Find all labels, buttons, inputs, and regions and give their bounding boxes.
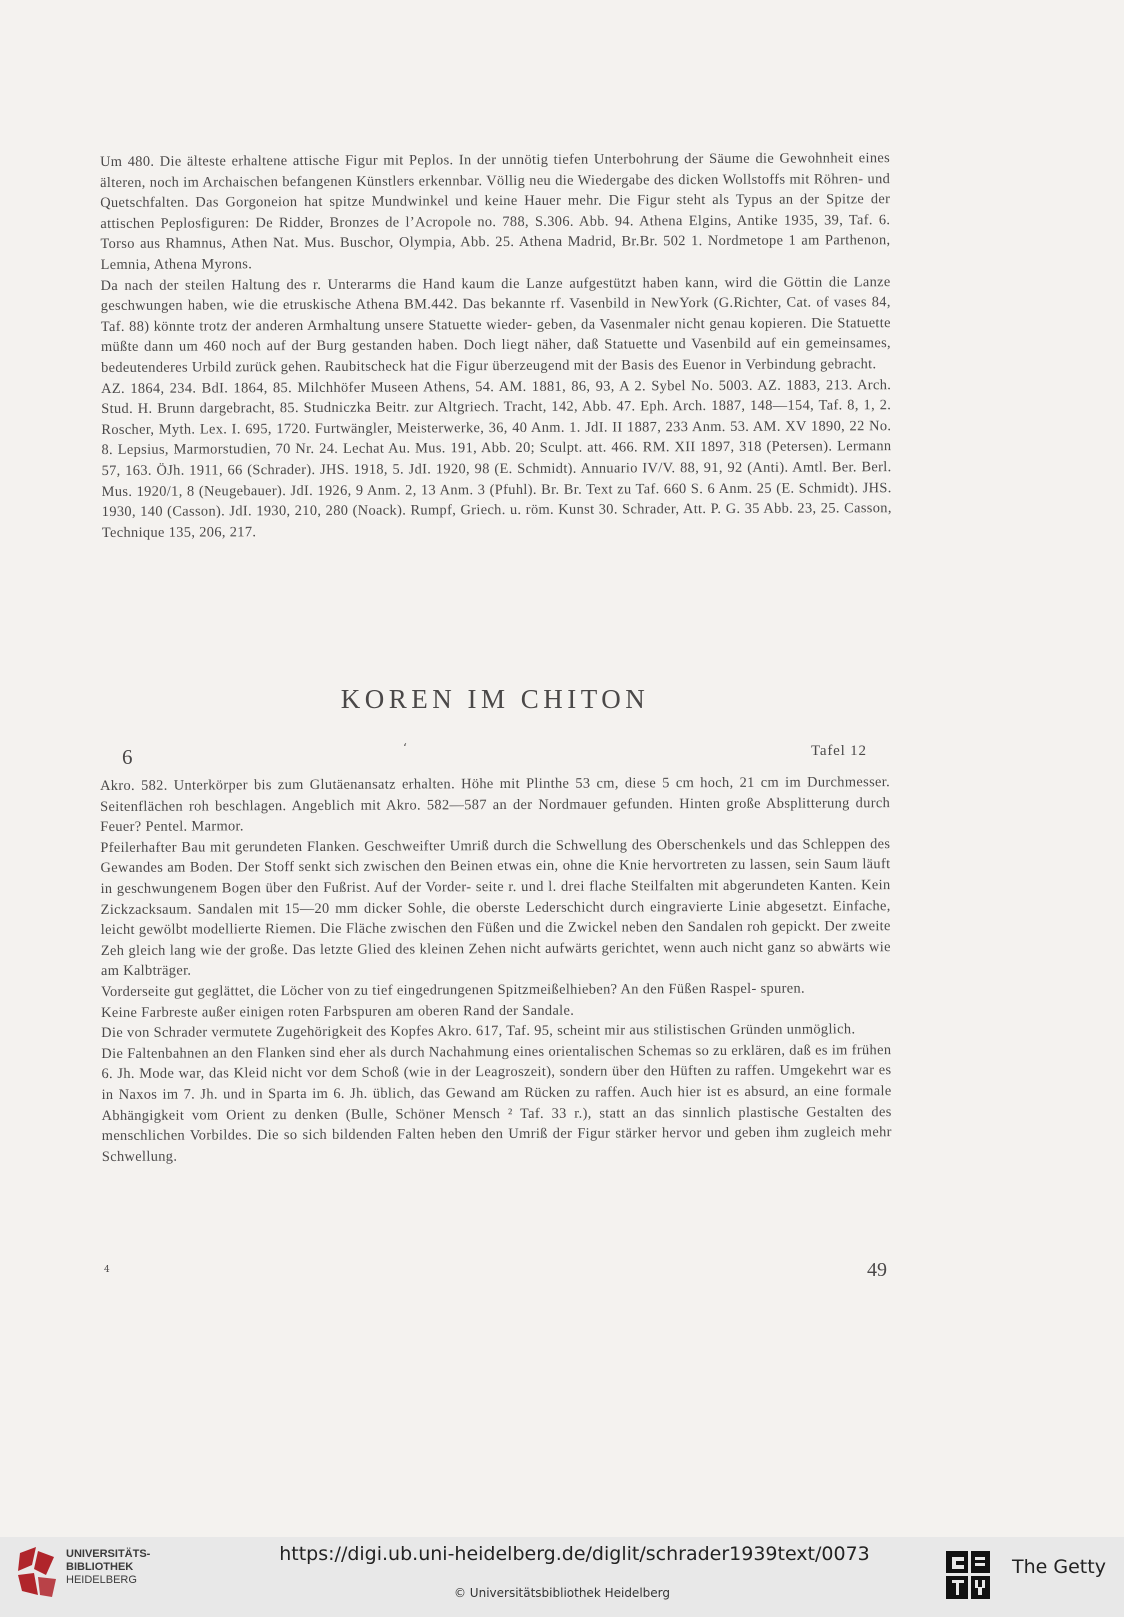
signature-mark: 4 [104,1265,110,1275]
paragraph [100,148,891,275]
text-line: Arch. 1887, 148—154, Taf. 8, 1, 2. Roscher, Myth. Lex. I. 695, 1720. Furtwängler, Meisterwerke, 36, 40 [101,397,892,438]
text-line: so abwärts wie am Kalbträger. [100,938,891,980]
text-line: geben, da Vasenmaler nicht genau kopieren. Die Statuette müßte dann um 460 noch auf der Burg gestanden [100,314,891,356]
paragraph [101,272,891,379]
text-line: 213. Arch. Stud. H. Brunn dargebracht, 85. Studniczka Beitr. zur Altgriech. Tracht, 142, Abb. 47. Eph. [101,376,892,418]
text-line: Um 480. Die älteste erhaltene attische Figur mit Peplos. In der unnötig tiefen Unterbohrung der Säume die [100,150,775,170]
institution-line: BIBLIOTHEK [66,1561,134,1573]
text-line: Athena Myrons. [153,256,253,273]
page-number: 49 [867,1259,887,1281]
paragraph [100,772,890,838]
text-line: Die von Schrader vermutete Zugehörigkeit des Kopfes Akro. 617, Taf. 95, scheint mir aus stilistischen [101,1022,727,1042]
entry-mark: ʻ [403,741,407,755]
institution-line: HEIDELBERG [66,1574,137,1586]
paragraph [101,1040,892,1167]
entry-number: 6 [122,745,133,769]
text-line: Knie hervortreten zu lassen, sein Saum läuft in geschwungenem Bogen über den Fußrist. Auf der Vorder- [100,856,891,897]
text-line: haben. Doch liegt näher, daß Statuette und Vasenbild auf ein gemeinsames, bedeutenderes Urbild zurück [101,335,891,376]
text-block-intro [100,148,892,543]
text-line: gehen. Raubitscheck hat die Figur überzeugend mit der Basis des Euenor in Verbindung gebracht. [280,356,877,376]
bibliography [101,375,892,544]
text-line: Keine Farbreste außer einigen roten Farbspuren am oberen Rand der Sandale. [101,1002,575,1021]
text-line: gleich lang wie der große. Das letzte Glied des kleinen Zehen nicht aufwärts gerichtet, wenn auch nicht ganz [128,939,796,959]
text-line: Pfeilerhafter Bau mit gerundeten Flanken. Geschweifter Umriß durch die Schwellung des Oberschenkels [100,836,746,856]
plate-label: Tafel 12 [811,743,867,759]
text-line: P. G. 35 Abb. 23, 25. Casson, Technique 135, 206, 217. [101,500,892,541]
text-line: Göttin die Lanze geschwungen haben, wie die etruskische Athena BM.442. Das bekannte rf. Vasenbild in [100,273,891,315]
text-line: und das Schleppen des Gewandes am Boden. Der Stoff senkt sich zwischen den Beinen etwas ein, ohne die [100,835,891,877]
text-line: Da nach der steilen Haltung des r. Unterarms die Hand kaum die Lanze aufgestützt haben kann, wird die [100,274,778,294]
text-line: spuren. [760,980,806,997]
text-line: Akro. 582. Unterkörper bis zum Glutäenansatz erhalten. Höhe mit Plinthe 53 cm, diese 5 cm hoch, 21 cm [100,774,780,794]
text-line: JHS. 1930, 140 (Casson). JdI. 1930, 210, 280 (Noack). Rumpf, Griech. u. röm. Kunst 30. Schrader, Att. [101,479,892,521]
text-line: Vorderseite gut geglättet, die Löcher von zu tief eingedrungenen Spitzmeißelhieben? An den Füßen Raspel- [101,980,757,1000]
text-line: Mus. Buschor, Olympia, Abb. 25. Athena Madrid, Br.Br. 502 1. Nordmetope 1 am Parthenon, Lemnia, [100,232,891,273]
text-line: des dicken Wollstoffs mit Röhren- und Quetschfalten. Das Gorgoneion hat spitze Mundwinkel und keine [100,170,891,212]
text-line: im Durchmesser. Seitenflächen roh beschlagen. Angeblich mit Akro. 582—587 an der Nordmauer gefunden. [100,774,891,815]
text-line: Gewohnheit eines älteren, noch im Archaischen befangenen Künstlers erkennbar. Völlig neu die Wiedergabe [100,150,891,191]
paragraph [101,978,891,1002]
text-line: JHS. 1918, 5. JdI. 1920, 98 (E. Schmidt). Annuario IV/V. 88, 91, 92 (Anti). Amtl. Ber. Berl. Mus. 1920/1, [101,459,892,500]
text-line: Riemen. Die Fläche zwischen den Füßen und die Zwickel neben den Sandalen roh gepickt. Der zweite Zeh [100,918,891,959]
text-line: Mus. 191, Abb. 20; Sculpt. att. 466. RM. XII 1897, 318 (Petersen). Lermann 57, 163. ÖJh. 1911, 66 (Schrader). [101,438,892,479]
text-line: Anm. 1. JdI. II 1887, 233 Anm. 53. AM. XV 1890, 22 No. 8. Lepsius, Marmorstudien, 70 Nr. 24. Lechat Au. [101,417,892,459]
text-line: sich bildenden Falten heben den Umriß der Figur stärker hervor und geben ihm zugleich mehr Schwellung. [101,1124,892,1165]
text-line: Hauer mehr. Die Figur steht als Typus an der Spitze der attischen Peplosfiguren: De Ridder, Bronzes de [100,191,891,232]
text-line: Schöner Mensch ² Taf. 33 r.), statt an das sinnlich plastische Gestalten des menschlichen Vorbildes. Die so [101,1103,892,1145]
text-line: 8 (Neugebauer). JdI. 1926, 9 Anm. 2, 13 Anm. 3 (Pfuhl). Br. Br. Text zu Taf. 660 S. 6 Anm. 25 (E. Schmidt). [186,479,859,500]
paragraph [100,834,891,982]
institution-line: UNIVERSITÄTS- [66,1548,151,1560]
text-line: seite r. und l. drei flache Steilfalten mit abgerundeten Kanten. Kein Zickzacksaum. Sandalen mit 15—20 mm [100,877,891,918]
text-line: dicker Sohle, die oberste Lederschicht durch eingravierte Linie abgesetzt. Einfache, leicht gewölbt modellierte [100,897,891,939]
text-line: über den Hüften zu raffen. Umgekehrt war es in Naxos im 7. Jh. und in Sparta im 6. Jh. üblich, das Gewand [101,1062,892,1103]
text-line: l’Acropole no. 788, S.306. Abb. 94. Athena Elgins, Antike 1935, 39, Taf. 6. Torso aus Rhamnus, Athen Nat. [100,211,891,253]
getty-logo-icon[interactable] [944,1549,992,1601]
text-line: erklären, daß es im frühen 6. Jh. Mode war, das Kleid nicht vor dem Schoß (wie in der Leagroszeit), sondern [101,1041,892,1083]
section-heading: KOREN IM CHITON [340,684,650,714]
text-line: Gründen unmöglich. [729,1021,856,1039]
text-block-entry [100,772,892,1167]
text-line: NewYork (G.Richter, Cat. of vases 84, Taf. 88) könnte trotz der anderen Armhaltung unsere Statuette wieder- [100,294,891,335]
text-line: Die Faltenbahnen an den Flanken sind eher als durch Nachahmung eines orientalischen Schemas so zu [101,1042,728,1062]
text-line: Hinten große Absplitterung durch Feuer? Pentel. Marmor. [100,794,891,836]
copyright-notice: © Universitätsbibliothek Heidelberg [453,1586,670,1600]
text-line: AZ. 1864, 234. BdI. 1864, 85. Milchhöfer Museen Athens, 54. AM. 1881, 86, 93, A 2. Sybel No. 5003. AZ. 1883, [101,377,821,397]
partner-name[interactable]: The Getty [1012,1556,1106,1578]
text-line: am Rücken zu raffen. Auch hier ist es absurd, an eine formale Abhängigkeit vom Orient zu denken (Bulle, [101,1083,892,1124]
permalink-link[interactable]: https://digi.ub.uni-heidelberg.de/diglit/schrader1939text/0073 [279,1543,870,1565]
viewer-footer [0,1537,1124,1617]
